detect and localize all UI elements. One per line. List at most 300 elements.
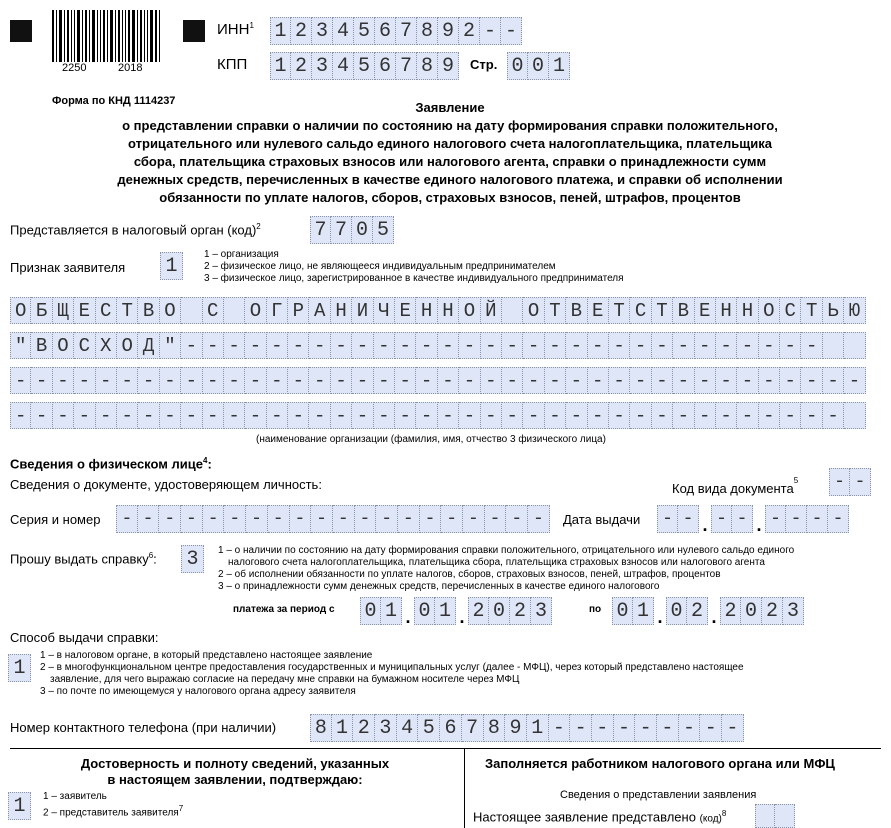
- form-title: [20, 99, 880, 207]
- char-cell: 7: [462, 714, 484, 742]
- char-cell: 1: [381, 597, 402, 625]
- char-cell: 1: [160, 252, 183, 280]
- char-cell: -: [780, 332, 801, 359]
- option-text: 3 – о принадлежности сумм денежных средств, перечисленных в качестве единого налогового: [218, 581, 660, 592]
- applicant-sign-label: Признак заявителя: [10, 260, 126, 275]
- barcode-number-left: 2250: [62, 62, 87, 74]
- char-cell: -: [501, 17, 522, 45]
- kpp-field[interactable]: [270, 52, 459, 80]
- char-cell: -: [331, 332, 352, 359]
- char-cell: -: [203, 402, 224, 429]
- char-cell: -: [355, 505, 377, 533]
- char-cell: 0: [360, 597, 381, 625]
- char-cell: 9: [438, 52, 459, 80]
- char-cell: 2: [762, 597, 783, 625]
- barcode-number-right: 2018: [118, 62, 143, 74]
- char-cell: -: [159, 505, 181, 533]
- char-cell: -: [485, 505, 507, 533]
- char-cell: -: [224, 402, 245, 429]
- char-cell: С: [780, 297, 801, 324]
- tax-authority-label: Представляется в налоговый орган (код)$^2$: [10, 222, 261, 238]
- period-label: платежа за период с: [233, 604, 335, 615]
- char-cell: -: [31, 367, 52, 394]
- char-cell: -: [786, 505, 807, 533]
- char-cell: 5: [418, 714, 440, 742]
- char-cell: 1: [270, 52, 291, 80]
- char-cell: -: [246, 505, 268, 533]
- option-text: 3 – физическое лицо, зарегистрированное в качестве индивидуального предпринимателя: [204, 273, 624, 284]
- char-cell: -: [609, 367, 630, 394]
- char-cell: 6: [440, 714, 462, 742]
- date-part: [666, 597, 708, 625]
- char-cell: О: [10, 297, 31, 324]
- char-cell: -: [459, 402, 480, 429]
- period-to-field[interactable]: [612, 597, 804, 625]
- char-cell: -: [352, 332, 373, 359]
- date-part: [657, 505, 699, 533]
- char-cell: -: [828, 505, 849, 533]
- option-text: 2 – в многофункциональном центре предоставления государственных и муниципальных услуг (далее - МФЦ), через который представлено настоящее: [40, 662, 744, 673]
- char-cell: -: [722, 714, 744, 742]
- char-cell: Н: [716, 297, 737, 324]
- char-cell: -: [657, 714, 679, 742]
- char-cell: 2: [291, 52, 312, 80]
- char-cell: -: [53, 402, 74, 429]
- char-cell: Т: [545, 297, 566, 324]
- char-cell: [823, 332, 844, 359]
- option-text: 3 – по почте по имеющемуся у налогового органа адресу заявителя: [40, 686, 356, 697]
- doc-code-label: Код вида документа$^5$: [672, 476, 799, 496]
- char-cell: -: [181, 402, 202, 429]
- char-cell: -: [267, 332, 288, 359]
- char-cell: -: [695, 367, 716, 394]
- title-line: денежных средств, перечисленных в качестве единого налогового платежа, и справки об исполнении: [117, 172, 783, 187]
- issue-date-label: Дата выдачи: [563, 512, 641, 527]
- char-cell: -: [716, 402, 737, 429]
- phone-label: Номер контактного телефона (при наличии): [10, 720, 277, 735]
- char-cell: -: [245, 367, 266, 394]
- char-cell: Г: [267, 297, 288, 324]
- char-cell: С: [74, 332, 95, 359]
- char-cell: 0: [489, 597, 510, 625]
- char-cell: -: [716, 332, 737, 359]
- char-cell: -: [117, 402, 138, 429]
- char-cell: -: [138, 505, 160, 533]
- char-cell: -: [635, 714, 657, 742]
- corner-marker-left: [10, 20, 32, 42]
- issue-date-field[interactable]: [657, 505, 849, 533]
- char-cell: 7: [396, 17, 417, 45]
- char-cell: -: [502, 367, 523, 394]
- char-cell: -: [737, 332, 758, 359]
- char-cell: -: [609, 332, 630, 359]
- char-cell: 8: [310, 714, 332, 742]
- org-name-row-1[interactable]: [10, 297, 866, 324]
- char-cell: 9: [505, 714, 527, 742]
- char-cell: [224, 297, 245, 324]
- char-cell: -: [480, 17, 501, 45]
- char-cell: 1: [8, 654, 31, 682]
- char-cell: -: [850, 468, 871, 496]
- applicant-sign-options: [204, 249, 624, 285]
- char-cell: -: [652, 402, 673, 429]
- person-heading: Сведения о физическом лице$^4$:: [10, 456, 212, 472]
- char-cell: -: [398, 505, 420, 533]
- char-cell: С: [96, 297, 117, 324]
- char-cell: В: [31, 332, 52, 359]
- char-cell: -: [732, 505, 753, 533]
- staff-heading: Заполняется работником налогового органа или МФЦ: [485, 756, 835, 771]
- char-cell: 3: [312, 17, 333, 45]
- title-line: отрицательного или нулевого сальдо единого налогового счета налогоплательщика, плательщика: [128, 136, 772, 151]
- char-cell: -: [459, 332, 480, 359]
- char-cell: -: [570, 714, 592, 742]
- char-cell: -: [523, 367, 544, 394]
- title-line: сбора, плательщика страховых взносов или налогового агента, справки о принадлежности сумм: [133, 154, 767, 169]
- char-cell: -: [652, 332, 673, 359]
- char-cell: [844, 402, 865, 429]
- char-cell: 8: [417, 52, 438, 80]
- char-cell: -: [716, 367, 737, 394]
- char-cell: -: [801, 367, 822, 394]
- char-cell: 2: [468, 597, 489, 625]
- confirm-field[interactable]: [8, 792, 31, 820]
- char-cell: -: [374, 402, 395, 429]
- char-cell: -: [673, 402, 694, 429]
- phone-field[interactable]: [310, 714, 744, 742]
- kpp-label: КПП: [217, 56, 248, 73]
- submitted-label: Настоящее заявление представлено (код)$^8$: [473, 809, 727, 825]
- char-cell: -: [545, 332, 566, 359]
- char-cell: -: [823, 367, 844, 394]
- date-separator: .: [405, 607, 411, 627]
- char-cell: 1: [332, 714, 354, 742]
- option-text: 2 – представитель заявителя$^7$: [43, 804, 184, 819]
- char-cell: 7: [396, 52, 417, 80]
- char-cell: -: [528, 505, 550, 533]
- char-cell: 1: [549, 52, 570, 80]
- char-cell: 1: [435, 597, 456, 625]
- char-cell: 0: [352, 216, 373, 244]
- char-cell: И: [352, 297, 373, 324]
- char-cell: Б: [31, 297, 52, 324]
- char-cell: [181, 297, 202, 324]
- char-cell: -: [416, 367, 437, 394]
- char-cell: Т: [652, 297, 673, 324]
- char-cell: 8: [417, 17, 438, 45]
- doc-label: Сведения о документе, удостоверяющем личность:: [10, 477, 322, 492]
- char-cell: 2: [353, 714, 375, 742]
- char-cell: -: [352, 367, 373, 394]
- char-cell: -: [224, 505, 246, 533]
- date-part: [468, 597, 552, 625]
- char-cell: [755, 804, 775, 828]
- char-cell: -: [203, 332, 224, 359]
- char-cell: Щ: [53, 297, 74, 324]
- char-cell: -: [630, 367, 651, 394]
- char-cell: 4: [333, 17, 354, 45]
- tax-authority-field[interactable]: [310, 216, 394, 244]
- delivery-options: [40, 650, 744, 698]
- char-cell: -: [374, 367, 395, 394]
- char-cell: -: [673, 367, 694, 394]
- char-cell: В: [673, 297, 694, 324]
- char-cell: -: [545, 367, 566, 394]
- char-cell: 1: [270, 17, 291, 45]
- char-cell: -: [309, 332, 330, 359]
- char-cell: -: [138, 402, 159, 429]
- char-cell: -: [416, 332, 437, 359]
- char-cell: О: [459, 297, 480, 324]
- char-cell: -: [74, 402, 95, 429]
- date-separator: .: [702, 515, 708, 535]
- char-cell: 1: [633, 597, 654, 625]
- char-cell: -: [523, 332, 544, 359]
- staff-subheading: Сведения о представлении заявления: [560, 789, 757, 801]
- char-cell: Е: [395, 297, 416, 324]
- char-cell: -: [481, 332, 502, 359]
- char-cell: 0: [612, 597, 633, 625]
- char-cell: -: [695, 402, 716, 429]
- char-cell: 3: [783, 597, 804, 625]
- char-cell: -: [807, 505, 828, 533]
- char-cell: Ю: [844, 297, 865, 324]
- char-cell: Т: [117, 297, 138, 324]
- delivery-label: Способ выдачи справки:: [10, 630, 159, 645]
- date-separator: .: [711, 607, 717, 627]
- char-cell: -: [10, 367, 31, 394]
- char-cell: -: [224, 367, 245, 394]
- confirm-heading: [40, 756, 430, 788]
- char-cell: Ь: [823, 297, 844, 324]
- char-cell: Е: [74, 297, 95, 324]
- org-name-row-2[interactable]: [10, 332, 866, 359]
- char-cell: -: [116, 505, 138, 533]
- char-cell: 7: [331, 216, 352, 244]
- char-cell: -: [844, 367, 865, 394]
- option-text: 1 – в налоговом органе, в который представлено настоящее заявление: [40, 650, 373, 661]
- char-cell: -: [652, 367, 673, 394]
- request-options: [218, 545, 794, 593]
- char-cell: 0: [507, 52, 528, 80]
- submitted-code-field[interactable]: [755, 804, 795, 828]
- title-line: о представлении справки о наличии по состоянию на дату формирования справки положительного,: [122, 118, 778, 133]
- char-cell: -: [268, 505, 290, 533]
- char-cell: 5: [354, 52, 375, 80]
- request-label: Прошу выдать справку$^6$:: [10, 551, 157, 567]
- char-cell: 2: [510, 597, 531, 625]
- char-cell: В: [566, 297, 587, 324]
- char-cell: -: [31, 402, 52, 429]
- char-cell: -: [780, 402, 801, 429]
- char-cell: 4: [397, 714, 419, 742]
- doc-code-field[interactable]: [829, 468, 871, 496]
- char-cell: -: [395, 332, 416, 359]
- char-cell: -: [181, 505, 203, 533]
- char-cell: -: [829, 468, 850, 496]
- char-cell: 6: [375, 17, 396, 45]
- section-divider: [10, 748, 881, 749]
- char-cell: Н: [737, 297, 758, 324]
- char-cell: -: [438, 402, 459, 429]
- title-line: обязанности по уплате налогов, сборов, страховых взносов, пеней, штрафов, процентов: [159, 190, 741, 205]
- inn-field[interactable]: [270, 17, 522, 45]
- char-cell: -: [588, 402, 609, 429]
- char-cell: -: [290, 505, 312, 533]
- char-cell: [502, 297, 523, 324]
- char-cell: 3: [531, 597, 552, 625]
- char-cell: -: [376, 505, 398, 533]
- char-cell: С: [630, 297, 651, 324]
- org-name-caption: (наименование организации (фамилия, имя, отчество 3 физического лица): [256, 434, 606, 445]
- date-part: [711, 505, 753, 533]
- option-text: 2 – физическое лицо, не являющееся индивидуальным предпринимателем: [204, 261, 556, 272]
- char-cell: -: [678, 505, 699, 533]
- char-cell: -: [673, 332, 694, 359]
- char-cell: -: [441, 505, 463, 533]
- char-cell: -: [545, 402, 566, 429]
- char-cell: -: [333, 505, 355, 533]
- char-cell: -: [309, 402, 330, 429]
- char-cell: -: [566, 402, 587, 429]
- char-cell: -: [96, 402, 117, 429]
- char-cell: -: [609, 402, 630, 429]
- char-cell: [775, 804, 795, 828]
- char-cell: -: [160, 367, 181, 394]
- char-cell: -: [288, 402, 309, 429]
- date-part: [612, 597, 654, 625]
- date-separator: .: [459, 607, 465, 627]
- page-field[interactable]: [507, 52, 570, 80]
- char-cell: -: [506, 505, 528, 533]
- title-line: Заявление: [415, 100, 485, 115]
- char-cell: -: [459, 367, 480, 394]
- char-cell: 5: [354, 17, 375, 45]
- char-cell: Е: [695, 297, 716, 324]
- char-cell: -: [438, 367, 459, 394]
- char-cell: -: [181, 367, 202, 394]
- char-cell: -: [288, 332, 309, 359]
- date-separator: .: [756, 515, 762, 535]
- option-text: 1 – заявитель: [43, 791, 107, 802]
- org-name-row-3[interactable]: [10, 367, 866, 394]
- char-cell: -: [759, 367, 780, 394]
- char-cell: Х: [96, 332, 117, 359]
- char-cell: -: [801, 332, 822, 359]
- date-separator: .: [657, 607, 663, 627]
- confirm-heading-line: в настоящем заявлении, подтверждаю:: [107, 772, 363, 787]
- confirm-options: [43, 791, 183, 819]
- char-cell: -: [592, 714, 614, 742]
- char-cell: -: [549, 714, 571, 742]
- org-name-row-4[interactable]: [10, 402, 866, 429]
- char-cell: 1: [527, 714, 549, 742]
- form-code: Форма по КНД 1114237: [52, 95, 176, 107]
- char-cell: 2: [720, 597, 741, 625]
- char-cell: -: [245, 402, 266, 429]
- char-cell: Й: [481, 297, 502, 324]
- char-cell: -: [331, 367, 352, 394]
- char-cell: Р: [288, 297, 309, 324]
- char-cell: -: [737, 367, 758, 394]
- char-cell: Т: [801, 297, 822, 324]
- char-cell: -: [801, 402, 822, 429]
- char-cell: 0: [666, 597, 687, 625]
- char-cell: -: [203, 505, 225, 533]
- char-cell: -: [759, 332, 780, 359]
- char-cell: 2: [459, 17, 480, 45]
- char-cell: -: [657, 505, 678, 533]
- char-cell: -: [614, 714, 636, 742]
- char-cell: О: [523, 297, 544, 324]
- char-cell: -: [566, 367, 587, 394]
- option-text: 1 – организация: [204, 249, 279, 260]
- char-cell: 2: [687, 597, 708, 625]
- corner-marker-right: [183, 20, 205, 42]
- series-field[interactable]: [116, 505, 550, 533]
- option-text: налогового счета налогоплательщика, плательщика сбора, плательщика страховых взносов или налогового агента: [228, 557, 765, 568]
- char-cell: -: [523, 402, 544, 429]
- applicant-sign-field[interactable]: [160, 252, 183, 280]
- char-cell: -: [502, 332, 523, 359]
- column-divider: [464, 748, 465, 828]
- char-cell: 0: [414, 597, 435, 625]
- series-label: Серия и номер: [10, 512, 101, 527]
- char-cell: -: [780, 367, 801, 394]
- page-label: Стр.: [470, 57, 498, 72]
- char-cell: 0: [741, 597, 762, 625]
- char-cell: -: [311, 505, 333, 533]
- char-cell: -: [331, 402, 352, 429]
- inn-label: ИНН$^1$: [217, 21, 254, 38]
- char-cell: -: [711, 505, 732, 533]
- char-cell: -: [438, 332, 459, 359]
- char-cell: О: [117, 332, 138, 359]
- period-from-field[interactable]: [360, 597, 552, 625]
- char-cell: Н: [438, 297, 459, 324]
- delivery-method-field[interactable]: [8, 654, 31, 682]
- char-cell: -: [96, 367, 117, 394]
- date-part: [414, 597, 456, 625]
- barcode: [52, 10, 162, 62]
- char-cell: -: [117, 367, 138, 394]
- char-cell: 1: [8, 792, 31, 820]
- char-cell: -: [588, 367, 609, 394]
- char-cell: -: [74, 367, 95, 394]
- char-cell: Е: [588, 297, 609, 324]
- request-type-field[interactable]: [181, 545, 204, 573]
- char-cell: 5: [373, 216, 394, 244]
- char-cell: О: [160, 297, 181, 324]
- char-cell: -: [759, 402, 780, 429]
- char-cell: ": [160, 332, 181, 359]
- confirm-heading-line: Достоверность и полноту сведений, указанных: [80, 756, 390, 771]
- char-cell: -: [374, 332, 395, 359]
- char-cell: О: [245, 297, 266, 324]
- char-cell: -: [630, 332, 651, 359]
- char-cell: 3: [375, 714, 397, 742]
- char-cell: -: [53, 367, 74, 394]
- char-cell: -: [416, 402, 437, 429]
- char-cell: 0: [528, 52, 549, 80]
- char-cell: 7: [310, 216, 331, 244]
- char-cell: -: [630, 402, 651, 429]
- char-cell: -: [395, 367, 416, 394]
- char-cell: -: [737, 402, 758, 429]
- char-cell: -: [160, 402, 181, 429]
- char-cell: -: [481, 367, 502, 394]
- char-cell: 9: [438, 17, 459, 45]
